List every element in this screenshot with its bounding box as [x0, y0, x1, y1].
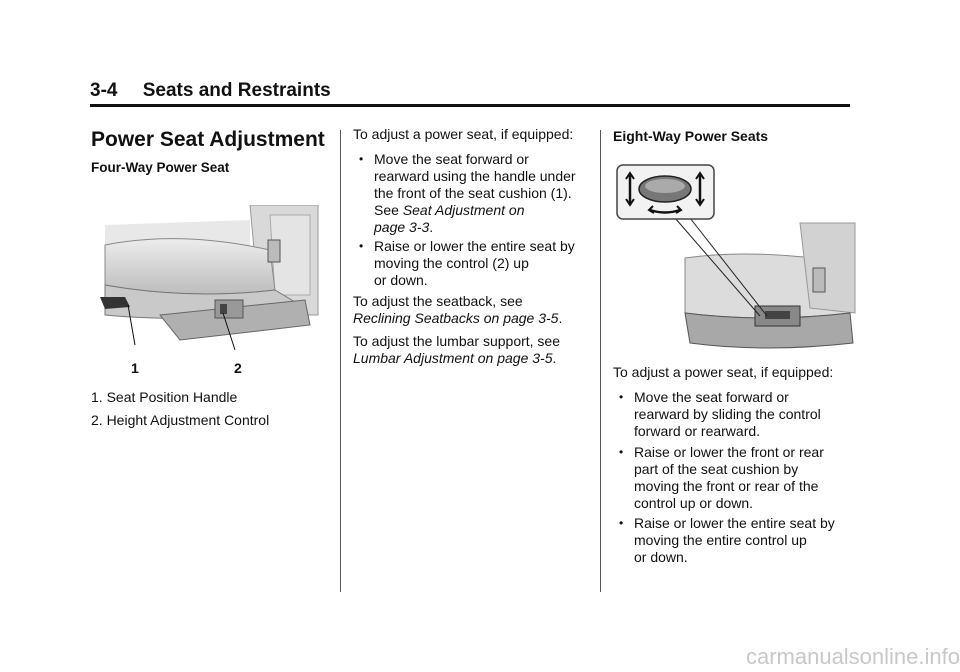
paragraph-lumbar: To adjust the lumbar support, see Lumbar Adjustment on page 3-5.: [353, 333, 561, 366]
section-title: Seats and Restraints: [142, 80, 331, 101]
watermark: carmanualsonline.info: [745, 644, 960, 669]
eight-way-seat-illustration: [615, 163, 860, 353]
bullet-line: Raise or lower the front or rear: [634, 444, 824, 460]
bullet-icon: •: [359, 239, 364, 253]
xref-link[interactable]: Lumbar Adjustment on page 3-5: [353, 350, 553, 366]
bullet-line: or down.: [374, 272, 428, 288]
bullet-line: page 3-3.: [374, 219, 434, 235]
xref-link[interactable]: Reclining Seatbacks on page 3-5: [353, 310, 559, 326]
bullet-icon: •: [619, 390, 624, 404]
bullet-line: rearward using the handle under: [374, 168, 576, 184]
callout-1: 1: [131, 360, 139, 376]
four-way-seat-illustration: [100, 205, 320, 360]
subheading-four-way: Four-Way Power Seat: [91, 160, 230, 175]
bullet-line: Move the seat forward or: [374, 151, 529, 167]
bullet-icon: •: [359, 152, 364, 166]
bullet-icon: •: [619, 516, 624, 530]
bullet-icon: •: [619, 445, 624, 459]
section-heading: Power Seat Adjustment: [91, 128, 325, 151]
bullet-item: [619, 389, 821, 440]
bullet-line: See Seat Adjustment on: [374, 202, 525, 218]
column-divider: [340, 130, 341, 592]
bullet-line: part of the seat cushion by: [634, 461, 799, 477]
page-number: 3-4: [90, 80, 118, 101]
bullet-line: Move the seat forward or: [634, 389, 789, 405]
bullet-item: [359, 238, 575, 289]
bullet-line: moving the front or rear of the: [634, 478, 819, 494]
paragraph-seatback: To adjust the seatback, see Reclining Seatbacks on page 3-5.: [353, 293, 563, 326]
bullet-line: rearward by sliding the control: [634, 406, 821, 422]
intro-text: To adjust a power seat, if equipped:: [353, 126, 574, 142]
bullet-item: [619, 444, 824, 512]
page-header: [90, 80, 331, 102]
legend-item: 2. Height Adjustment Control: [91, 412, 270, 428]
xref-link[interactable]: Seat Adjustment on: [402, 202, 525, 218]
bullet-line: or down.: [634, 549, 688, 565]
legend-item: 1. Seat Position Handle: [91, 389, 238, 405]
subheading-eight-way: Eight-Way Power Seats: [613, 128, 769, 144]
callout-2: 2: [234, 360, 242, 376]
bullet-line: Raise or lower the entire seat by: [634, 515, 835, 531]
bullet-line: forward or rearward.: [634, 423, 761, 439]
header-rule: [90, 104, 850, 107]
xref-link[interactable]: page 3-3: [374, 219, 430, 235]
bullet-line: control up or down.: [634, 495, 754, 511]
bullet-item: [619, 515, 835, 566]
intro-text: To adjust a power seat, if equipped:: [613, 364, 834, 380]
bullet-line: moving the entire control up: [634, 532, 807, 548]
bullet-line: moving the control (2) up: [374, 255, 529, 271]
column-divider: [600, 130, 601, 592]
bullet-line: Raise or lower the entire seat by: [374, 238, 575, 254]
bullet-item: [359, 151, 576, 236]
bullet-line: the front of the seat cushion (1).: [374, 185, 572, 201]
